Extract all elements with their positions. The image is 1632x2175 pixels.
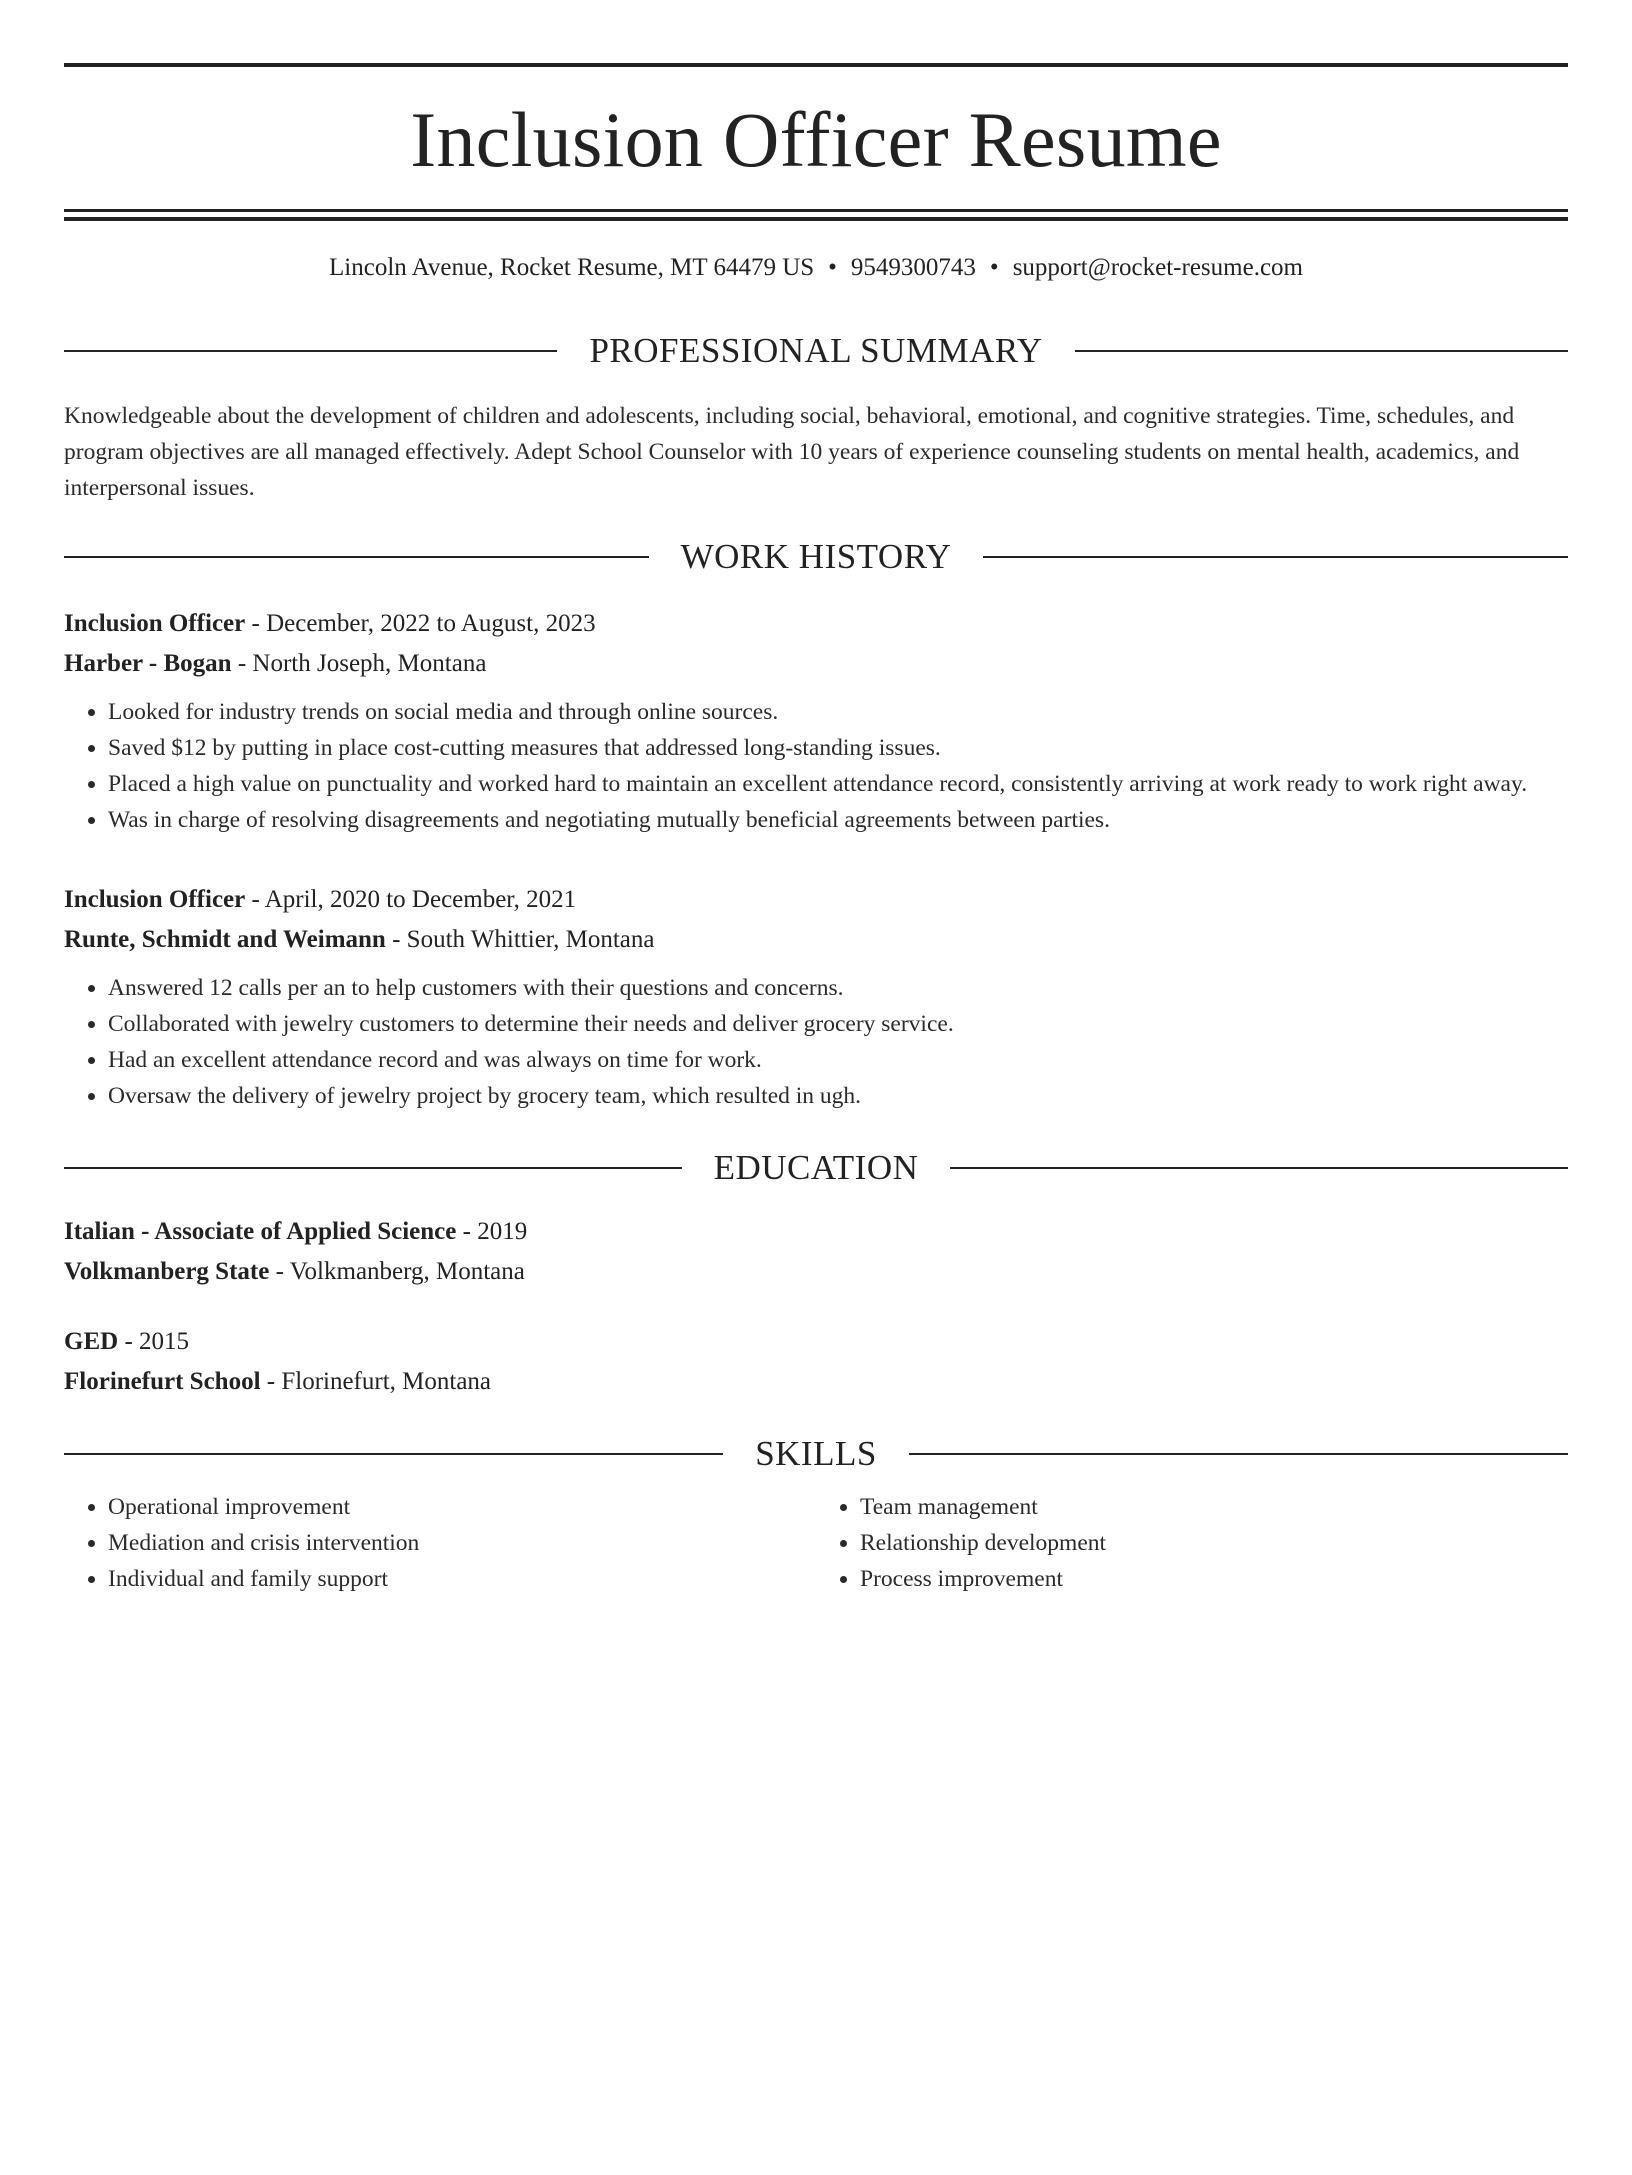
resume-title: Inclusion Officer Resume xyxy=(410,96,1222,183)
skill-item: • Mediation and crisis intervention xyxy=(108,1525,816,1561)
skill-item: • Individual and family support xyxy=(108,1561,816,1597)
skills-column-left xyxy=(64,1489,816,1597)
school-location: Florinefurt, Montana xyxy=(281,1368,492,1395)
job-entry xyxy=(64,880,1568,1114)
contact-separator: • xyxy=(828,254,837,281)
heading-rule-right xyxy=(983,556,1568,558)
school-name: Volkmanberg State xyxy=(64,1258,270,1285)
job-title: Inclusion Officer xyxy=(64,886,246,913)
list-item: • Placed a high value on punctuality and worked hard to maintain an excellent attendance record, consistently arriving at work ready to work right away. xyxy=(108,766,1568,802)
section-title: SKILLS xyxy=(755,1434,877,1473)
job-company-line: Harber - Bogan - North Joseph, Montana xyxy=(64,650,487,677)
job-entry xyxy=(64,604,1568,838)
job-dates: April, 2020 to December, 2021 xyxy=(264,886,577,913)
job-bullets xyxy=(64,694,1568,838)
contact-phone: 9549300743 xyxy=(850,254,976,281)
list-item: • Saved $12 by putting in place cost-cutting measures that addressed long-standing issues. xyxy=(108,730,1568,766)
degree-line: GED - 2015 xyxy=(64,1328,190,1355)
school-line: Florinefurt School - Florinefurt, Montana xyxy=(64,1368,492,1395)
list-item: • Had an excellent attendance record and was always on time for work. xyxy=(108,1042,1568,1078)
degree-line: Italian - Associate of Applied Science - 2019 xyxy=(64,1218,528,1245)
contact-email: support@rocket-resume.com xyxy=(1012,254,1303,281)
section-title: PROFESSIONAL SUMMARY xyxy=(589,331,1043,370)
job-location: North Joseph, Montana xyxy=(252,650,487,677)
heading-rule-right xyxy=(950,1167,1568,1169)
list-item: • Collaborated with jewelry customers to determine their needs and deliver grocery service. xyxy=(108,1006,1568,1042)
list-item: • Answered 12 calls per an to help customers with their questions and concerns. xyxy=(108,970,1568,1006)
contact-line xyxy=(64,255,1568,280)
job-company: Runte, Schmidt and Weimann xyxy=(64,926,386,953)
job-company-line: Runte, Schmidt and Weimann - South Whittier, Montana xyxy=(64,926,655,953)
resume-page xyxy=(0,63,1632,2175)
skill-item: • Team management xyxy=(860,1489,1568,1525)
job-title-line: Inclusion Officer - April, 2020 to December, 2021 xyxy=(64,886,577,913)
school-name: Florinefurt School xyxy=(64,1368,261,1395)
section-title: WORK HISTORY xyxy=(680,537,952,576)
title-double-rule xyxy=(64,209,1568,221)
heading-rule-left xyxy=(64,556,649,558)
skill-item: • Relationship development xyxy=(860,1525,1568,1561)
section-title: EDUCATION xyxy=(713,1148,919,1187)
list-item: • Was in charge of resolving disagreements and negotiating mutually beneficial agreements between parties. xyxy=(108,802,1568,838)
heading-rule-right xyxy=(1075,350,1568,352)
job-company: Harber - Bogan xyxy=(64,650,232,677)
graduation-year: 2015 xyxy=(139,1328,190,1355)
contact-address: Lincoln Avenue, Rocket Resume, MT 64479 US xyxy=(329,254,815,281)
skills-grid xyxy=(64,1489,1568,1597)
education-entry xyxy=(64,1322,1568,1402)
graduation-year: 2019 xyxy=(477,1218,528,1245)
degree: GED xyxy=(64,1328,119,1355)
job-title: Inclusion Officer xyxy=(64,610,246,637)
heading-rule-left xyxy=(64,1167,682,1169)
top-rule xyxy=(64,63,1568,67)
section-heading-summary xyxy=(64,333,1568,368)
heading-rule-left xyxy=(64,1453,723,1455)
summary-paragraph: Knowledgeable about the development of children and adolescents, including social, behavioral, emotional, and cognitive strategies. Time, schedules, and program objectives are all managed effectively. Adept School Counselor with 10 years of experience counseling students on mental health, academics, and interpersonal issues. xyxy=(64,403,1520,501)
contact-separator: • xyxy=(989,254,999,281)
job-location: South Whittier, Montana xyxy=(406,926,655,953)
section-heading-work-history xyxy=(64,539,1568,574)
school-location: Volkmanberg, Montana xyxy=(289,1258,525,1285)
job-title-line: Inclusion Officer - December, 2022 to August, 2023 xyxy=(64,610,596,637)
section-heading-education xyxy=(64,1150,1568,1185)
skills-column-right xyxy=(816,1489,1568,1597)
job-dates: December, 2022 to August, 2023 xyxy=(266,610,596,637)
list-item: • Looked for industry trends on social media and through online sources. xyxy=(108,694,1568,730)
education-entry xyxy=(64,1212,1568,1292)
list-item: • Oversaw the delivery of jewelry project by grocery team, which resulted in ugh. xyxy=(108,1078,1568,1114)
job-bullets xyxy=(64,970,1568,1114)
section-heading-skills xyxy=(64,1436,1568,1471)
heading-rule-right xyxy=(909,1453,1568,1455)
skill-item: • Process improvement xyxy=(860,1561,1568,1597)
school-line: Volkmanberg State - Volkmanberg, Montana xyxy=(64,1258,525,1285)
heading-rule-left xyxy=(64,350,557,352)
degree: Italian - Associate of Applied Science xyxy=(64,1218,457,1245)
skill-item: • Operational improvement xyxy=(108,1489,816,1525)
